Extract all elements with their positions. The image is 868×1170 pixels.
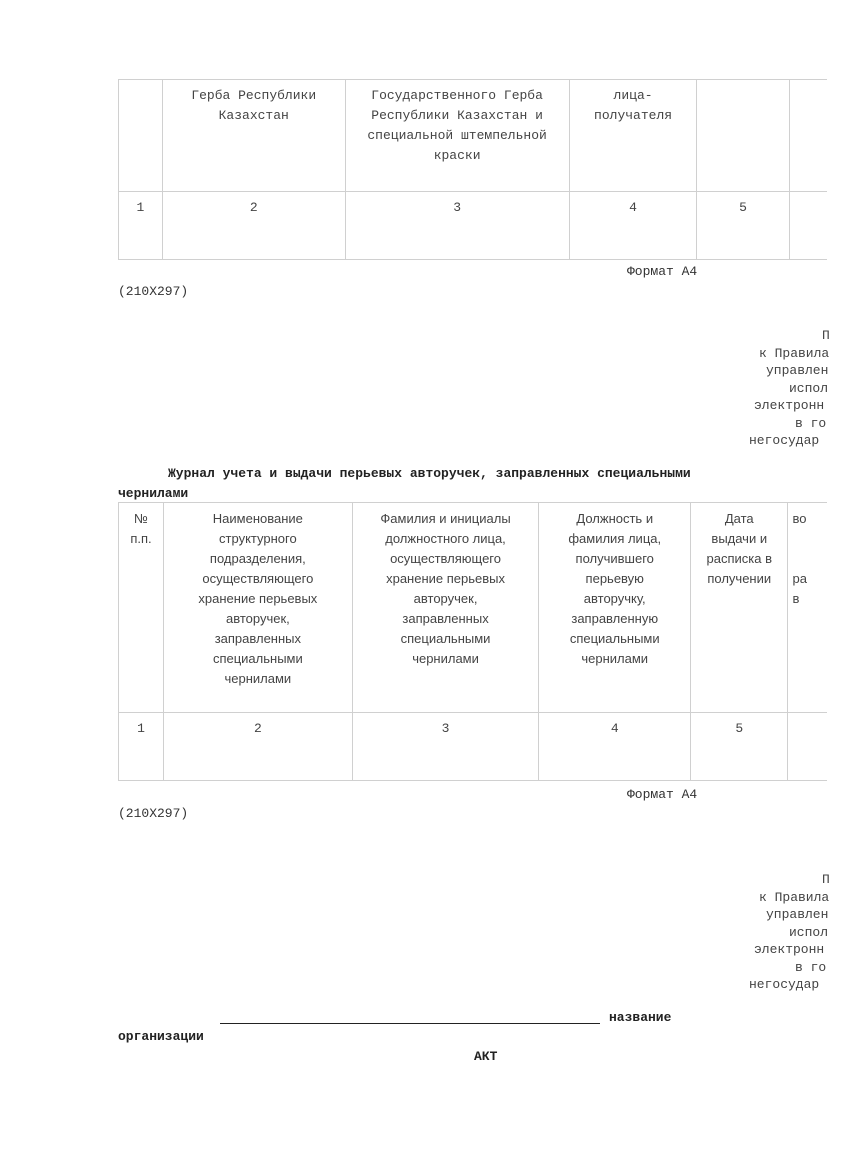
- table-1-header-cell: [119, 80, 163, 192]
- format-size-1: (210Х297): [118, 284, 189, 299]
- appendix-line: в го: [795, 959, 827, 975]
- format-label-2: Формат А4: [627, 787, 698, 802]
- appendix-line: к Правила: [759, 889, 830, 905]
- appendix-header-2: [748, 871, 868, 994]
- table-2-header-cell: Фамилия и инициалы должностного лица, осуществляющего хранение перьевых авторучек, заправленных специальными чернилами: [352, 503, 539, 713]
- appendix-line: к Правила: [759, 345, 830, 361]
- table-2-header-cell: Наименование структурного подразделения, осуществляющего хранение перьевых авторучек, заправленных специальными чернилами: [164, 503, 353, 713]
- format-size-2: (210Х297): [118, 806, 189, 821]
- table-2-number-cell: 3: [352, 713, 539, 781]
- table-1-number-cell: 3: [345, 192, 569, 260]
- appendix-line: управлен: [766, 363, 829, 378]
- table-1-number-cell: 2: [162, 192, 345, 260]
- organization-name-label: название: [609, 1010, 672, 1025]
- table-1-header-row: [119, 80, 828, 192]
- table-2-number-cell: [788, 713, 827, 781]
- table-2-header-cell: № п.п.: [119, 503, 164, 713]
- appendix-line: П: [822, 328, 830, 343]
- appendix-line: в го: [795, 415, 827, 431]
- table-2-number-cell: 1: [119, 713, 164, 781]
- table-2-header-cell: во ра в: [788, 503, 827, 713]
- table-2-header-row: [119, 503, 828, 713]
- table-1-header-cell: [697, 80, 789, 192]
- table-1-number-cell: 1: [119, 192, 163, 260]
- table-2: [118, 502, 827, 781]
- organization-name-line: [220, 1023, 600, 1024]
- table-1-header-cell: Герба Республики Казахстан: [162, 80, 345, 192]
- appendix-line: П: [822, 872, 830, 887]
- table-1-header-cell: Государственного Герба Республики Казахстан и специальной штемпельной краски: [345, 80, 569, 192]
- act-title: АКТ: [474, 1049, 498, 1064]
- table-2-number-cell: 5: [691, 713, 788, 781]
- appendix-line: негосудар: [749, 977, 820, 992]
- table-2-number-row: [119, 713, 828, 781]
- table-1-header-cell: [789, 80, 827, 192]
- appendix-line: испол: [789, 924, 829, 940]
- appendix-line: управлен: [766, 907, 829, 922]
- journal-title-line-2: чернилами: [118, 486, 189, 501]
- appendix-header-1: [748, 327, 868, 450]
- table-1-number-row: [119, 192, 828, 260]
- table-2-header-cell: Должность и фамилия лица, получившего перьевую авторучку, заправленную специальными чернилами: [539, 503, 691, 713]
- table-1-number-cell: [789, 192, 827, 260]
- journal-title-line-1: Журнал учета и выдачи перьевых авторучек, заправленных специальными: [168, 466, 691, 481]
- table-1-number-cell: 5: [697, 192, 789, 260]
- table-1-number-cell: 4: [569, 192, 697, 260]
- table-1: [118, 79, 827, 260]
- table-2-header-cell: Дата выдачи и расписка в получении: [691, 503, 788, 713]
- table-2-number-cell: 2: [164, 713, 353, 781]
- organization-label: организации: [118, 1029, 204, 1044]
- appendix-line: негосудар: [749, 433, 820, 448]
- appendix-line: испол: [789, 380, 829, 396]
- appendix-line: электронн: [754, 398, 825, 413]
- table-2-number-cell: 4: [539, 713, 691, 781]
- table-1-header-cell: лица- получателя: [569, 80, 697, 192]
- appendix-line: электронн: [754, 942, 825, 957]
- format-label-1: Формат А4: [627, 264, 698, 279]
